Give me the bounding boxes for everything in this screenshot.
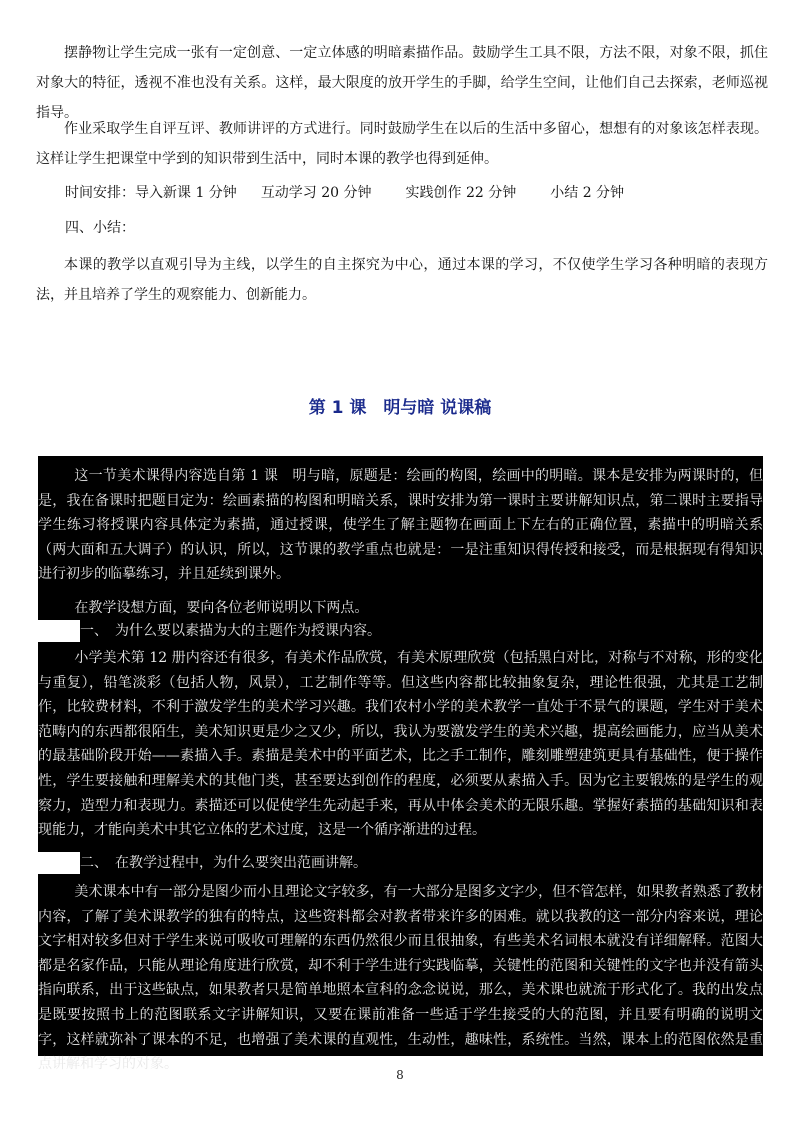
white-gap xyxy=(38,852,80,874)
design-intro-line: 在教学设想方面，要向各位老师说明以下两点。 xyxy=(74,600,369,616)
time-arrangement-label: 时间安排：导入新课 1 分钟 xyxy=(65,185,237,201)
body-paragraph: 摆静物让学生完成一张有一定创意、一定立体感的明暗素描作品。鼓励学生工具不限，方法不限，对象不限，抓住对象大的特征，透视不准也没有关系。这样，最大限度的放开学生的手脚，给学生空间，让他们自己去探索，老师巡视指导。 xyxy=(36,45,768,121)
time-item-practice: 实践创作 22 分钟 xyxy=(405,185,517,201)
highlighted-text-block xyxy=(38,456,763,1073)
page-number: 8 xyxy=(396,1068,404,1082)
point1-paragraph: 小学美术第 12 册内容还有很多，有美术作品欣赏，有美术原理欣赏（包括黑白对比，对称与不对称，形的变化与重复），铅笔淡彩（包括人物，风景），工艺制作等等。但这些内容都比较抽象复杂，理论性很强，尤其是工艺制作，比较费材料，不利于激发学生的美术学习兴趣。我们农村小学的美术教学一直处于不景气的课题，学生对于美术范畴内的东西都很陌生，美术知识更是少之又少，所以，我认为要激发学生的美术兴趣，提高绘画能力，应当从美术的最基础阶段开始——素描入手。素描是美术中的平面艺术，比之手工制作，雕刻雕塑建筑更具有基础性，便于操作性，学生要接触和理解美术的其他门类，甚至要达到创作的程度，必须要从素描入手。因为它主要锻炼的是学生的观察力，造型力和表现力。素描还可以促使学生先动起手来，再从中体会美术的无限乐趣。掌握好素描的基础知识和表现能力，才能向美术中其它立体的艺术过度，这是一个循序渐进的过程。 xyxy=(38,650,763,839)
point1-heading: 一、 为什么要以素描为大的主题作为授课内容。 xyxy=(80,623,381,639)
lesson-title: 第 1 课 明与暗 说课稿 xyxy=(308,398,492,418)
white-gap xyxy=(38,620,80,642)
body-paragraph: 作业采取学生自评互评、教师讲评的方式进行。同时鼓励学生在以后的生活中多留心，想想有的对象该怎样表现。这样让学生把课堂中学到的知识带到生活中，同时本课的教学也得到延伸。 xyxy=(36,121,768,167)
summary-heading: 四、小结： xyxy=(65,220,135,236)
time-item-summary: 小结 2 分钟 xyxy=(550,185,625,201)
point2-paragraph: 美术课本中有一部分是图少而小且理论文字较多，有一大部分是图多文字少，但不管怎样，如果教者熟悉了教材内容，了解了美术课教学的独有的特点，这些资料都会对教者带来许多的困难。就以我教的这一部分内容来说，理论文字相对较多但对于学生来说可吸收可理解的东西仍然很少而且很抽象，有些美术名词根本就没有详细解释。范图大都是名家作品，只能从理论角度进行欣赏，却不利于学生进行实践临摹，关键性的范图和关键性的文字也并没有箭头指向联系，出于这些缺点，如果教者只是简单地照本宣科的念念说说，那么，美术课也就流于形式化了。我的出发点是既要按照书上的范图联系文字讲解知识，又要在课前准备一些适于学生接受的大的范图，并且要有明确的说明文字，这样就弥补了课本的不足，也增强了美术课的直观性，生动性，趣味性，系统性。当然，课本上的范图依然是重点讲解和学习的对象。 xyxy=(38,884,763,1073)
time-item-interactive: 互动学习 20 分钟 xyxy=(260,185,372,201)
summary-paragraph: 本课的教学以直观引导为主线，以学生的自主探究为中心，通过本课的学习，不仅使学生学习各种明暗的表现方法，并且培养了学生的观察能力、创新能力。 xyxy=(36,257,768,303)
point2-heading: 二、 在教学过程中，为什么要突出范画讲解。 xyxy=(80,855,367,871)
intro-paragraph: 这一节美术课得内容选自第 1 课 明与暗，原题是：绘画的构图，绘画中的明暗。课本是安排为两课时的，但是，我在备课时把题目定为：绘画素描的构图和明暗关系，课时安排为第一课时主要讲解知识点，第二课时主要指导学生练习将授课内容具体定为素描，通过授课，使学生了解主题物在画面上下左右的正确位置，素描中的明暗关系（两大面和五大调子）的认识，所以，这节课的教学重点也就是：一是注重知识得传授和接受，而是根据现有得知识进行初步的临摹练习，并且延续到课外。 xyxy=(38,468,763,583)
time-arrangement-line xyxy=(65,183,624,203)
